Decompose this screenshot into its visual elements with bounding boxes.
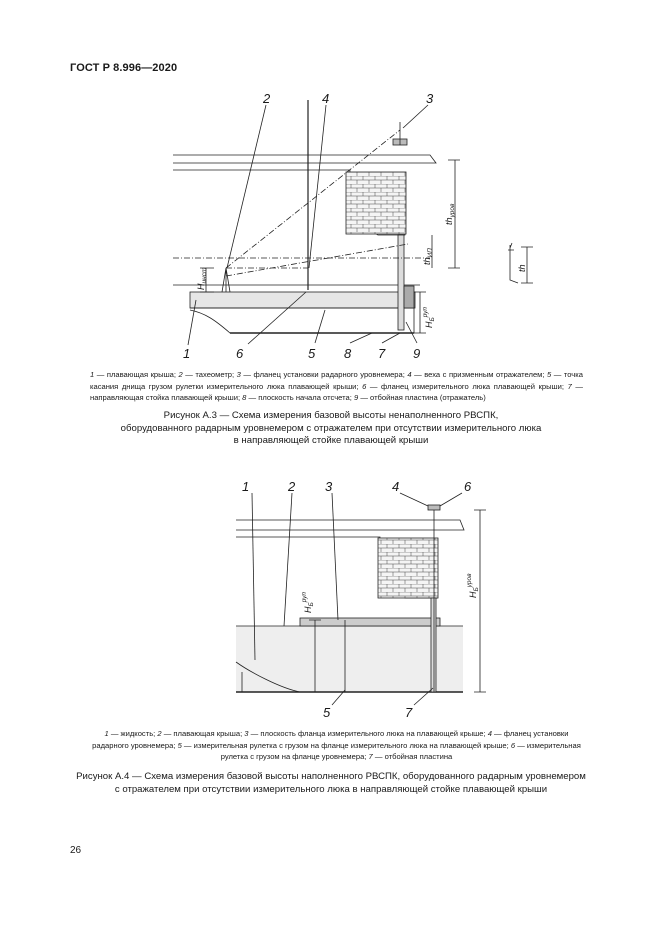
page-number: 26 (70, 845, 82, 856)
a4-callout-3: 3 (325, 479, 333, 494)
a3-dim-th-urov-sub: уров (449, 203, 456, 218)
a3-dim-hb-sub: Б (429, 317, 436, 322)
figure-a3-caption-line: оборудованного радарным уровнемером с отражателем при отсутствии измерительного люка (120, 422, 542, 434)
a3-dim-h-inst: H (196, 283, 206, 290)
a3-dim-h-inst-sub: инст (201, 267, 208, 284)
a3-callout-9: 9 (413, 346, 421, 361)
a4-dim-hb-rup-sub: Б (308, 602, 315, 607)
a4-dim-hb-rup: H (303, 606, 313, 613)
a4-dim-hb-urov-sub: Б (473, 587, 480, 592)
a3-dim-th-ip-sub: ИП (427, 248, 434, 258)
figure-a4-legend: 1 — жидкость; 2 — плавающая крыша; 3 — плоскость фланца измерительного люка на плавающей крыше; 4 — фланец установки радарного уровнемера; 5 — измерительная рулетка с грузом на фланце измерительного люка на плавающей крыше; 6 — измерительная рулетка с грузом на фланце уровнемера; 7 — отбойная пластина (92, 729, 581, 762)
a3-callout-5: 5 (308, 346, 316, 361)
figure-a4-caption-line: Рисунок А.4 — Схема измерения базовой высоты наполненного РВСПК, оборудованного радарным уровнемером (76, 771, 586, 782)
a3-dim-th-urov: th (444, 217, 454, 225)
document-header: ГОСТ Р 8.996—2020 (70, 62, 178, 74)
svg-text:HБуров (466, 573, 480, 598)
figure-a3-caption-line: Рисунок А.3 — Схема измерения базовой высоты ненаполненного РВСПК, (163, 410, 499, 421)
figure-a3-legend: 1 — плавающая крыша; 2 — тахеометр; 3 — фланец установки радарного уровнемера; 4 — веха с призменным отражателем; 5 — точка касания днища грузом рулетки измерительного люка плавающей крыши; 6 — фланец измерительного люка плавающей крыши; 7 — направляющая стойка плавающей крыши; 8 — плоскость начала отсчета; 9 — отбойная пластина (отражатель) (90, 370, 583, 403)
figure-a4-caption (70, 771, 592, 796)
a3-callout-8: 8 (344, 346, 352, 361)
a4-callout-7: 7 (405, 705, 413, 720)
a4-callout-6: 6 (464, 479, 472, 494)
a3-callout-3: 3 (426, 91, 434, 106)
a3-callout-4: 4 (322, 91, 330, 106)
a3-dim-th: th (517, 264, 527, 272)
a3-callout-7: 7 (378, 346, 386, 361)
svg-text:HБруп (301, 592, 315, 613)
a4-callout-5: 5 (323, 705, 331, 720)
figure-a4-caption-line: с отражателем при отсутствии измерительного люка в направляющей стойке плавающей крыши (114, 783, 548, 795)
a4-callout-1: 1 (242, 479, 250, 494)
a4-callout-4: 4 (392, 479, 400, 494)
a4-dim-hb-rup-sup: руп (301, 592, 308, 603)
figure-a3-caption-line: в направляющей стойке плавающей крыши (233, 435, 429, 447)
a3-callout-6: 6 (236, 346, 244, 361)
a3-dim-th-ip: th (422, 257, 432, 265)
a3-dim-hb: H (424, 321, 434, 328)
a3-dim-hb-sup: руп (422, 307, 429, 318)
a3-callout-1: 1 (183, 346, 191, 361)
a4-callout-2: 2 (288, 479, 296, 494)
a3-callout-2: 2 (263, 91, 271, 106)
a4-dim-hb-urov-sup: уров (466, 573, 473, 588)
a4-dim-hb-urov: H (468, 591, 478, 598)
